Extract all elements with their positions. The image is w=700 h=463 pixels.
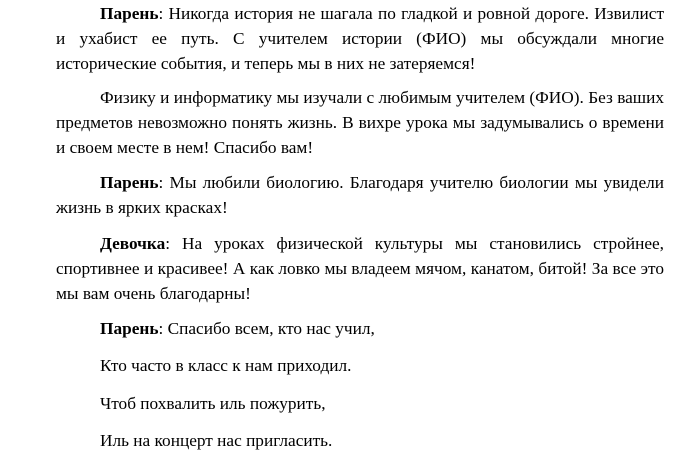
- paragraph-text: Физику и информатику мы изучали с любимым учителем (ФИО). Без ваших предметов невозможно понять жизнь. В вихре урока мы задумывались о времени и своем месте в нем! Спасибо вам!: [56, 88, 664, 157]
- verse-line: Чтоб похвалить иль пожурить,: [100, 394, 326, 413]
- paragraph-biology: [56, 170, 664, 220]
- speaker-label: Девочка: [100, 234, 166, 253]
- paragraph-text: Никогда история не шагала по гладкой и ровной дороге. Извилист и ухабист ее путь. С учителем истории (ФИО) мы обсуждали многие исторические события, и теперь мы в них не затеряемся!: [56, 4, 664, 73]
- verse-line-text: Спасибо всем, кто нас учил,: [167, 319, 375, 338]
- paragraph-history: [56, 1, 664, 76]
- speaker-separator: :: [158, 319, 168, 338]
- speaker-separator: :: [165, 234, 183, 253]
- speaker-label: Парень: [100, 4, 159, 23]
- verse-line: Кто часто в класс к нам приходил.: [100, 356, 352, 375]
- paragraph-physics: [56, 85, 664, 160]
- paragraph-text: Мы любили биологию. Благодаря учителю биологии мы увидели жизнь в ярких красках!: [56, 173, 664, 217]
- verse-line: [100, 316, 375, 341]
- speaker-separator: :: [158, 173, 170, 192]
- paragraph-sport: [56, 231, 664, 306]
- paragraph-text: На уроках физической культуры мы становились стройнее, спортивнее и красивее! А как ловко мы владеем мячом, канатом, битой! За все это мы вам очень благодарны!: [56, 234, 664, 303]
- speaker-label: Парень: [100, 319, 159, 338]
- speaker-separator: :: [158, 4, 169, 23]
- verse-line: Иль на концерт нас пригласить.: [100, 431, 333, 450]
- speaker-label: Парень: [100, 173, 159, 192]
